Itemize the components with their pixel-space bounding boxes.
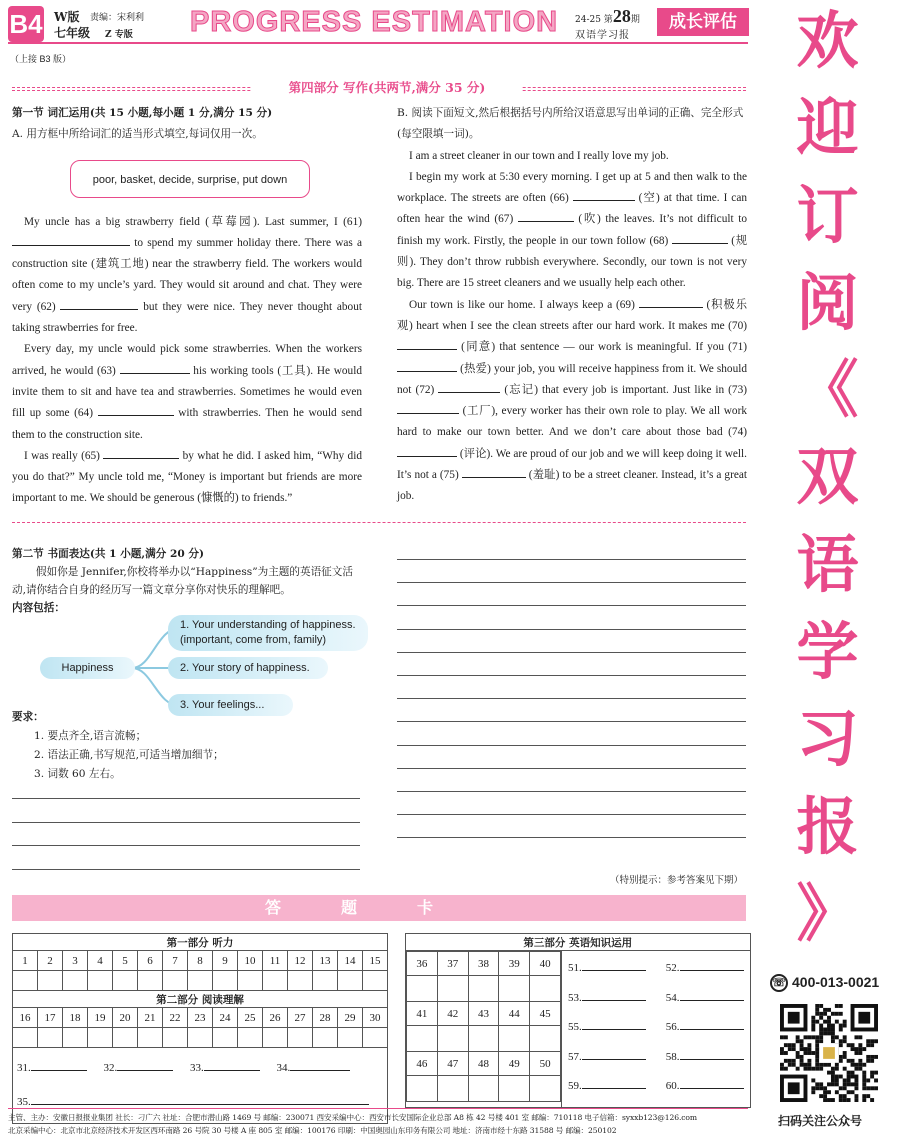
q-number: 3 [63, 951, 88, 971]
fill-answer-blank[interactable] [582, 958, 646, 971]
q-answer-box[interactable] [113, 1028, 138, 1048]
section2-prompt-text: 假如你是 Jennifer,你校将举办以“Happiness”为主题的英语征文活动,请你结合自身的经历写一篇文章分享你对快乐的理解吧。 [12, 566, 353, 596]
q-number: 16 [13, 1008, 38, 1028]
answer-table-part1-2 [12, 933, 388, 1124]
blank-72[interactable] [438, 380, 500, 393]
mindmap-center: Happiness [40, 657, 135, 679]
fill-number: 60. [665, 1080, 680, 1093]
q-answer-box[interactable] [188, 971, 213, 991]
q-number: 14 [338, 951, 363, 971]
fill-answer-row [568, 955, 744, 985]
q-number: 42 [437, 1002, 468, 1026]
q-number: 22 [163, 1008, 188, 1028]
q-answer-box[interactable] [468, 976, 499, 1002]
q-number: 28 [313, 1008, 338, 1028]
q-number: 41 [407, 1002, 438, 1026]
q-answer-box[interactable] [163, 1028, 188, 1048]
section1-title: 第一节 词汇运用(共 15 小题,每小题 1 分,满分 15 分) [12, 107, 273, 119]
editor-label: 责编：宋利利 [90, 13, 145, 23]
q-number: 6 [138, 951, 163, 971]
fill-number: 57. [568, 1050, 582, 1063]
q-answer-box[interactable] [238, 1028, 263, 1048]
blank-63[interactable] [120, 361, 190, 374]
q-answer-box[interactable] [338, 1028, 363, 1048]
blank-68[interactable] [672, 231, 728, 244]
q-answer-box[interactable] [213, 1028, 238, 1048]
q-answer-box[interactable] [407, 976, 438, 1002]
blank-66[interactable] [573, 188, 635, 201]
q-answer-box[interactable] [188, 1028, 213, 1048]
answer-hint: （特别提示：参考答案见下期） [610, 875, 744, 886]
q-answer-box[interactable] [263, 971, 288, 991]
section1-left-column [12, 103, 362, 510]
passage-a-paragraph-1: My uncle has a big strawberry field (草莓园). Last summer, I (61) to spend my summer holiday there. There was a construction site (建筑工地) near the strawberry field. The workers would often come to my uncle’s yard. They would sit around and chat. They were very (62) but they were nice. They never thought about taking strawberries for free. [12, 215, 363, 335]
passage-b-paragraph-1: I am a street cleaner in our town and I really love my job. [409, 149, 669, 162]
slogan-char: 报 [796, 789, 859, 863]
q-number: 25 [238, 1008, 263, 1028]
fill-answer-blank[interactable] [582, 1017, 646, 1030]
writing-line[interactable] [397, 745, 746, 746]
q-answer-box[interactable] [468, 1076, 499, 1102]
blank-64[interactable] [98, 403, 174, 416]
q-answer-box[interactable] [163, 971, 188, 991]
q-answer-box[interactable] [437, 1026, 468, 1052]
writing-line[interactable] [397, 791, 746, 792]
writing-line[interactable] [397, 675, 746, 676]
q-number: 4 [88, 951, 113, 971]
fill-answer-blank[interactable] [582, 1076, 646, 1089]
fill-answer-row [568, 1044, 744, 1074]
q-answer-box[interactable] [113, 971, 138, 991]
q-answer-box[interactable] [338, 971, 363, 991]
q-number: 27 [288, 1008, 313, 1028]
fill-answer-blank[interactable] [680, 988, 744, 1001]
q-number: 20 [113, 1008, 138, 1028]
fill-number: 56. [665, 1021, 680, 1034]
q-answer-box[interactable] [363, 1028, 388, 1048]
fill-number: 58. [665, 1050, 680, 1063]
fill-answer-blank[interactable] [680, 1047, 744, 1060]
fill-number: 52. [665, 962, 680, 974]
banner-title: PROGRESS ESTIMATION [190, 6, 559, 38]
q-answer-box[interactable] [499, 976, 530, 1002]
fill-number: 51. [568, 962, 582, 974]
grade-label: 七年级 [54, 26, 91, 40]
answer-table-part3 [405, 933, 751, 1108]
q-number: 24 [213, 1008, 238, 1028]
q-answer-box[interactable] [313, 971, 338, 991]
page-badge: B4 [8, 6, 44, 42]
q-answer-box[interactable] [288, 1028, 313, 1048]
q-number: 9 [213, 951, 238, 971]
q-answer-box[interactable] [530, 1026, 561, 1052]
fill-answer-row [568, 1014, 744, 1044]
writing-line[interactable] [12, 798, 360, 799]
fill-answer-row [568, 985, 744, 1015]
requirement-1: 1. 要点齐全,语言流畅； [34, 730, 147, 742]
q-answer-box[interactable] [138, 971, 163, 991]
q-answer-box[interactable] [13, 971, 38, 991]
q-number: 8 [188, 951, 213, 971]
q-number: 40 [530, 952, 561, 976]
q-answer-box[interactable] [530, 976, 561, 1002]
answer-card-title: 答题卡 [12, 895, 746, 921]
q-number: 13 [313, 951, 338, 971]
q-number: 46 [407, 1052, 438, 1076]
q-answer-box[interactable] [437, 1076, 468, 1102]
mindmap-branch-1: 1. Your understanding of happiness. (important, come from, family) [168, 615, 368, 651]
requirements-label: 要求： [12, 711, 44, 723]
fill-answer-row [568, 1073, 744, 1103]
q-number: 26 [263, 1008, 288, 1028]
blank-75[interactable] [462, 465, 526, 478]
q-answer-box[interactable] [13, 1028, 38, 1048]
part3-grid [406, 951, 561, 1102]
edition-label: Z 专版 [105, 30, 133, 40]
q-answer-box[interactable] [437, 976, 468, 1002]
slogan-char: 习 [796, 702, 859, 776]
blank-70[interactable] [397, 337, 457, 350]
blank-71[interactable] [397, 359, 457, 372]
q-answer-box[interactable] [313, 1028, 338, 1048]
q-answer-box[interactable] [363, 971, 388, 991]
q-answer-box[interactable] [63, 1028, 88, 1048]
passage-a-paragraph-3: I was really (65) by what he did. I asked him, “Why did you do that?” My uncle told me, “Money is important but friends are more important to me. We should be generous (慷慨的) to friends.” [12, 446, 362, 510]
q-answer-box[interactable] [499, 1026, 530, 1052]
q-answer-box[interactable] [499, 1076, 530, 1102]
part-title: 第四部分 写作(共两节,满分 35 分) [252, 78, 522, 96]
word-box: poor, basket, decide, surprise, put down [70, 160, 310, 198]
part3-grid-cell [406, 951, 562, 1108]
passage-a-paragraph-2: Every day, my uncle would pick some strawberries. When the workers arrived, he would (63) his working tools (工具). He would invite them to sit and have tea and strawberries. Sometimes he would even fill up some (64) with strawberries. Then he would send them to the construction site. [12, 343, 363, 441]
blank-67[interactable] [518, 209, 574, 222]
q-number: 17 [38, 1008, 63, 1028]
fill-number: 53. [568, 991, 582, 1004]
answer-31[interactable] [31, 1058, 87, 1071]
section2-prompt [12, 545, 362, 617]
slogan-char: 学 [796, 615, 859, 689]
q-number: 10 [238, 951, 263, 971]
footer-divider [8, 1108, 748, 1109]
short-answer-row: 31. 32. 33. 34. [17, 1058, 383, 1074]
footer-line-1: 主管、主办：安徽日报报业集团 社长：刁广六 社址：合肥市潜山路 1469 号 邮编：230071 西安采编中心：西安市长安国际企业总部 A8 栋 42 号楼 401 室 邮编：710118 电子信箱：syxxb123@126.com [8, 1113, 698, 1122]
section-tag: 成长评估 [657, 8, 749, 36]
q-answer-box[interactable] [213, 971, 238, 991]
header-divider [8, 42, 748, 44]
writing-line[interactable] [397, 582, 746, 583]
q-answer-box[interactable] [407, 1076, 438, 1102]
q-number: 2 [38, 951, 63, 971]
mindmap-branch-3: 3. Your feelings... [168, 694, 293, 716]
writing-line[interactable] [397, 559, 746, 560]
fill-number: 54. [665, 991, 680, 1004]
q-number: 49 [499, 1052, 530, 1076]
q-answer-box[interactable] [468, 1026, 499, 1052]
q-number: 29 [338, 1008, 363, 1028]
fill-answer-blank[interactable] [582, 988, 646, 1001]
requirement-3: 3. 词数 60 左右。 [34, 768, 121, 780]
fill-answers-cell [562, 951, 751, 1108]
q-answer-box[interactable] [238, 971, 263, 991]
writing-line[interactable] [397, 605, 746, 606]
content-label: 内容包括： [12, 602, 65, 614]
section-divider [12, 522, 746, 523]
q-number: 44 [499, 1002, 530, 1026]
qr-caption: 扫码关注公众号 [778, 1114, 863, 1128]
writing-line[interactable] [12, 869, 360, 870]
passage-b-paragraph-3: Our town is like our home. I always keep a (69) (积极乐观) heart when I see the clean streets after our hard work. It makes me (70) (同意) that sentence — our work is meaningful. If you (71) (热爱) your job, you will receive happiness from it. We should not (72) (忘记) that every job is important. Just like in (73) (工厂), every worker has their own role to play. We all work hard to make our town better. And we don’t care about those bad (74) (评论). We are proud of our job and we will keep doing it well. It’s not a (75) (羞耻) to be a street cleaner. Instead, it’s a great job. [397, 295, 747, 508]
fill-number: 59. [568, 1080, 582, 1093]
issue-label: 24-25 第28期 [575, 6, 640, 26]
writing-line[interactable] [397, 652, 746, 653]
q-answer-box[interactable] [38, 1028, 63, 1048]
paper-name: 双语学习报 [575, 30, 630, 41]
slogan-char: 欢 [796, 4, 859, 77]
q-number: 7 [163, 951, 188, 971]
part-b-instructions: B. 阅读下面短文,然后根据括号内所给汉语意思写出单词的正确、完全形式(每空限填一词)。 [397, 107, 744, 141]
continued-note: （上接 B3 版） [10, 54, 72, 64]
part2-header: 第二部分 阅读理解 [13, 991, 388, 1008]
q-number: 43 [468, 1002, 499, 1026]
part1-header: 第一部分 听力 [13, 934, 388, 951]
writing-line[interactable] [397, 721, 746, 722]
q-number: 19 [88, 1008, 113, 1028]
answer-card-right [405, 933, 747, 1108]
version-label: W版 [54, 10, 80, 24]
part-a-instructions: A. 用方框中所给词汇的适当形式填空,每词仅用一次。 [12, 128, 263, 141]
slogan-char: 语 [796, 527, 859, 601]
q-number: 12 [288, 951, 313, 971]
part-title-bar [12, 78, 746, 98]
q-number: 45 [530, 1002, 561, 1026]
qr-code[interactable] [780, 1004, 878, 1102]
q-number: 18 [63, 1008, 88, 1028]
fill-answers [568, 955, 744, 1103]
blank-69[interactable] [639, 295, 703, 308]
slogan-char: 订 [796, 178, 859, 252]
writing-line[interactable] [397, 629, 746, 630]
long-answer-row: 35. [17, 1092, 383, 1108]
q-number: 5 [113, 951, 138, 971]
mindmap-branch-2: 2. Your story of happiness. [168, 657, 328, 679]
q-number: 30 [363, 1008, 388, 1028]
q-number: 21 [138, 1008, 163, 1028]
blank-61[interactable] [12, 233, 130, 246]
fill-answer-blank[interactable] [582, 1047, 646, 1060]
q-number: 50 [530, 1052, 561, 1076]
q-number: 38 [468, 952, 499, 976]
q-answer-box[interactable] [263, 1028, 288, 1048]
blank-62[interactable] [60, 297, 138, 310]
q-number: 23 [188, 1008, 213, 1028]
writing-line[interactable] [12, 822, 360, 823]
q-answer-box[interactable] [407, 1026, 438, 1052]
q-answer-box[interactable] [88, 971, 113, 991]
slogan-char: 阅 [796, 265, 859, 339]
phone-number[interactable]: ☏ 400-013-0021 [770, 974, 879, 992]
q-number: 47 [437, 1052, 468, 1076]
answer-33[interactable] [204, 1058, 260, 1071]
q-number: 36 [407, 952, 438, 976]
fill-number: 55. [568, 1021, 582, 1034]
section2-title: 第二节 书面表达(共 1 小题,满分 20 分) [12, 548, 204, 560]
fill-answer-blank[interactable] [680, 1017, 744, 1030]
slogan-char: 双 [796, 440, 859, 514]
q-answer-box[interactable] [38, 971, 63, 991]
subscribe-slogan [770, 4, 885, 950]
q-number: 11 [263, 951, 288, 971]
writing-line[interactable] [397, 768, 746, 769]
part3-header: 第三部分 英语知识运用 [406, 934, 751, 951]
fill-answer-blank[interactable] [680, 958, 744, 971]
fill-answer-blank[interactable] [680, 1076, 744, 1089]
writing-line[interactable] [397, 814, 746, 815]
blank-74[interactable] [397, 444, 457, 457]
answer-34[interactable] [290, 1058, 350, 1071]
answer-card-left [12, 933, 388, 1124]
q-answer-box[interactable] [63, 971, 88, 991]
writing-line[interactable] [397, 837, 746, 838]
q-answer-box[interactable] [88, 1028, 113, 1048]
answer-35[interactable] [31, 1092, 369, 1105]
section1-right-column [397, 103, 747, 508]
writing-line[interactable] [397, 698, 746, 699]
slogan-char: 迎 [796, 91, 859, 165]
q-answer-box[interactable] [138, 1028, 163, 1048]
q-number: 39 [499, 952, 530, 976]
slogan-char: 》 [796, 876, 859, 950]
writing-line[interactable] [12, 845, 360, 846]
phone-icon: ☏ [770, 974, 788, 992]
passage-b-paragraph-2: I begin my work at 5:30 every morning. I get up at 5 and then walk to the workplace. The streets are often (66) (空) at that time. I can often hear the wind (67) (吹) the leaves. It’s not difficult to finish my work. Firstly, the people in our town follow (68) (规则). They don’t throw rubbish everywhere. Secondly, our town is not very big. There are 15 street cleaners and we usually help each other. [397, 170, 747, 290]
blank-73[interactable] [397, 401, 459, 414]
q-number: 48 [468, 1052, 499, 1076]
q-number: 1 [13, 951, 38, 971]
slogan-char: 《 [796, 353, 859, 427]
q-number: 37 [437, 952, 468, 976]
q-answer-box[interactable] [288, 971, 313, 991]
answer-32[interactable] [117, 1058, 173, 1071]
blank-65[interactable] [103, 446, 179, 459]
q-answer-box[interactable] [530, 1076, 561, 1102]
requirement-2: 2. 语法正确,书写规范,可适当增加细节； [34, 749, 224, 761]
requirements-block [12, 708, 362, 784]
q-number: 15 [363, 951, 388, 971]
footer-line-2: 北京采编中心：北京市北京经济技术开发区西环南路 26 号院 30 号楼 A 座 805 室 邮编：100176 印刷：中国奥园山东印务有限公司 地址：济南市经十东路 31588 号 邮编：250102 [8, 1126, 617, 1135]
